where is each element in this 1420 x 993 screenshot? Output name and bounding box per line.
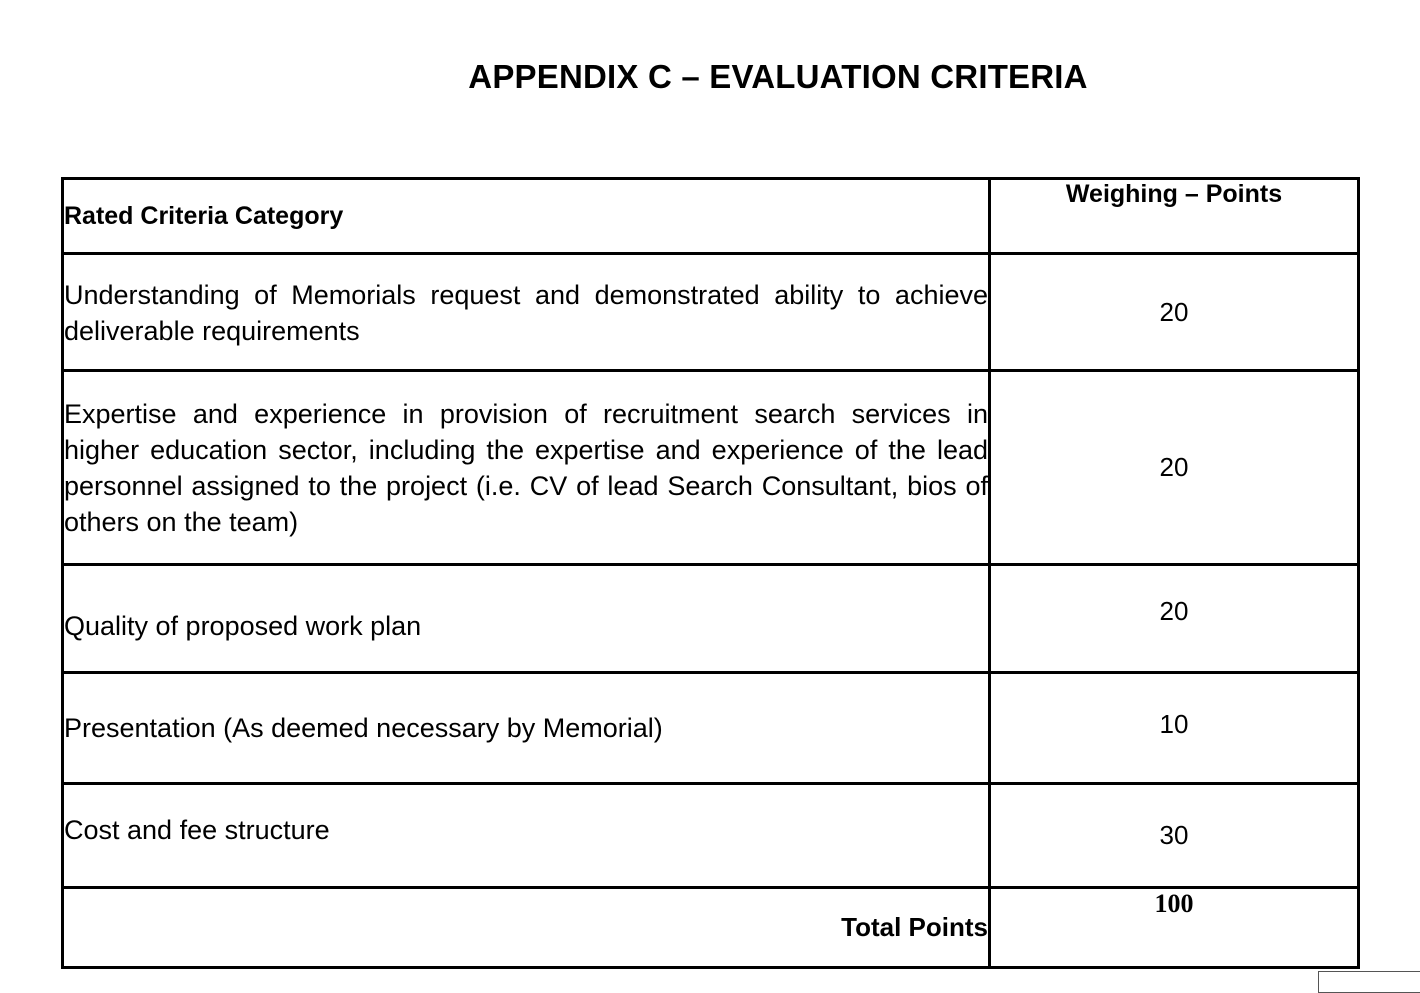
criteria-points-cell: 20	[990, 371, 1359, 565]
table-row	[63, 784, 1359, 888]
criteria-category-cell: Quality of proposed work plan	[63, 565, 990, 673]
criteria-points-cell: 10	[990, 673, 1359, 784]
criteria-category-cell: Expertise and experience in provision of recruitment search services in higher education sector, including the expertise and experience of the lead personnel assigned to the project (i.e. CV of lead Search Consultant, bios of others on the team)	[63, 371, 990, 565]
total-row	[63, 888, 1359, 968]
criteria-category-cell: Presentation (As deemed necessary by Memorial)	[63, 673, 990, 784]
criteria-category-cell: Cost and fee structure	[63, 784, 990, 888]
criteria-category-cell: Understanding of Memorials request and demonstrated ability to achieve deliverable requirements	[63, 254, 990, 371]
table-row	[63, 254, 1359, 371]
criteria-points-cell: 20	[990, 565, 1359, 673]
criteria-points-cell: 20	[990, 254, 1359, 371]
header-points: Weighing – Points	[990, 179, 1359, 254]
page-title: APPENDIX C – EVALUATION CRITERIA	[468, 58, 1088, 95]
table-row	[63, 371, 1359, 565]
total-points-label: Total Points	[63, 888, 990, 968]
header-category: Rated Criteria Category	[63, 179, 990, 254]
corner-frame	[1318, 971, 1420, 993]
evaluation-criteria-table	[61, 177, 1360, 969]
criteria-points-cell: 30	[990, 784, 1359, 888]
table-row	[63, 565, 1359, 673]
table-row	[63, 673, 1359, 784]
table-header-row	[63, 179, 1359, 254]
total-points-value: 100	[990, 888, 1359, 968]
